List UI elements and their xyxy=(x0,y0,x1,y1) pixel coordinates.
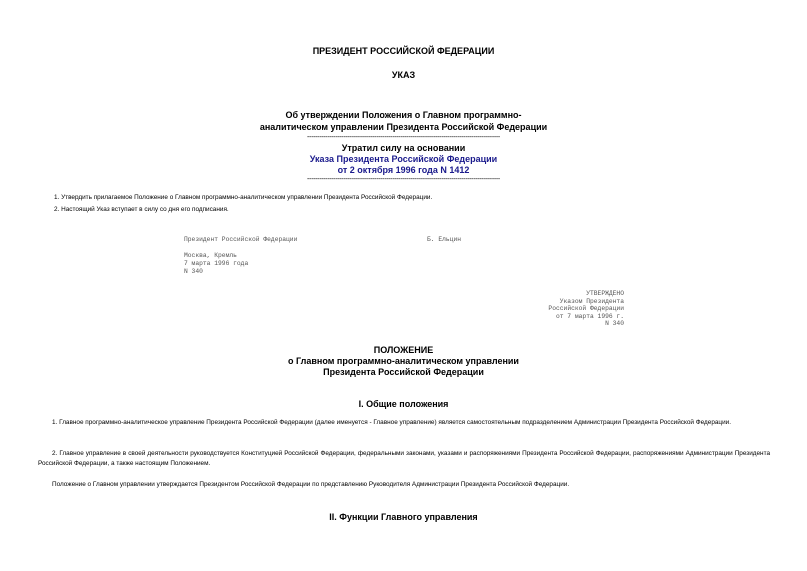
signature-date: 7 марта 1996 года xyxy=(184,260,249,267)
regulation-title: ПОЛОЖЕНИЕ xyxy=(373,345,434,355)
approval-line5: N 340 xyxy=(605,320,624,328)
status-link-line1[interactable]: Указа Президента Российской Федерации xyxy=(309,154,498,164)
decree-item-2: 2. Настоящий Указ вступает в силу со дня его подписания. xyxy=(54,206,229,213)
section-2-title: II. Функции Главного управления xyxy=(329,512,478,522)
approval-stamp xyxy=(548,290,624,328)
status-heading: Утратил силу на основании xyxy=(341,143,466,153)
decree-type: УКАЗ xyxy=(391,70,416,80)
regulation-subtitle-line1: о Главном программно-аналитическом управлении xyxy=(288,356,519,366)
separator-bottom: ----------------------------------------------------------------------------------------------- xyxy=(307,176,500,183)
signature-number: N 340 xyxy=(184,268,203,275)
approval-line4: от 7 марта 1996 г. xyxy=(555,312,624,320)
section-1-paragraph-3: Положение о Главном управлении утверждается Президентом Российской Федерации по представлению Руководителя Администрации Президента Российской Федерации. xyxy=(52,481,570,488)
decree-title-line1: Об утверждении Положения о Главном программно- xyxy=(285,110,522,120)
status-link-line2[interactable]: от 2 октября 1996 года N 1412 xyxy=(337,165,470,175)
regulation-subtitle-line2: Президента Российской Федерации xyxy=(323,367,484,377)
section-1-paragraph-2: 2. Главное управление в своей деятельности руководствуется Конституцией Российской Федерации, федеральными законами, указами и распоряжениями Президента Российской Федерации, распоряжениями Администрации Президента Российской Федерации, а также настоящим Положением. xyxy=(38,450,770,467)
signature-name: Б. Ельцин xyxy=(427,236,462,243)
section-1-title: I. Общие положения xyxy=(358,399,449,409)
president-heading: ПРЕЗИДЕНТ РОССИЙСКОЙ ФЕДЕРАЦИИ xyxy=(312,46,495,56)
separator-top: ----------------------------------------------------------------------------------------------- xyxy=(307,134,500,141)
approval-line1: УТВЕРЖДЕНО xyxy=(586,290,624,297)
approval-line3: Российской Федерации xyxy=(548,305,624,313)
decree-title-line2: аналитическом управлении Президента Российской Федерации xyxy=(259,122,548,132)
section-1-paragraph-1: 1. Главное программно-аналитическое управление Президента Российской Федерации (далее именуется - Главное управление) является самостоятельным подразделением Администрации Президента Российской Федерации. xyxy=(52,419,732,426)
approval-line2: Указом Президента xyxy=(559,297,624,305)
signature-position: Президент Российской Федерации xyxy=(184,236,298,243)
decree-item-1: 1. Утвердить прилагаемое Положение о Главном программно-аналитическом управлении Президента Российской Федерации. xyxy=(54,194,433,201)
signature-place: Москва, Кремль xyxy=(184,252,237,259)
